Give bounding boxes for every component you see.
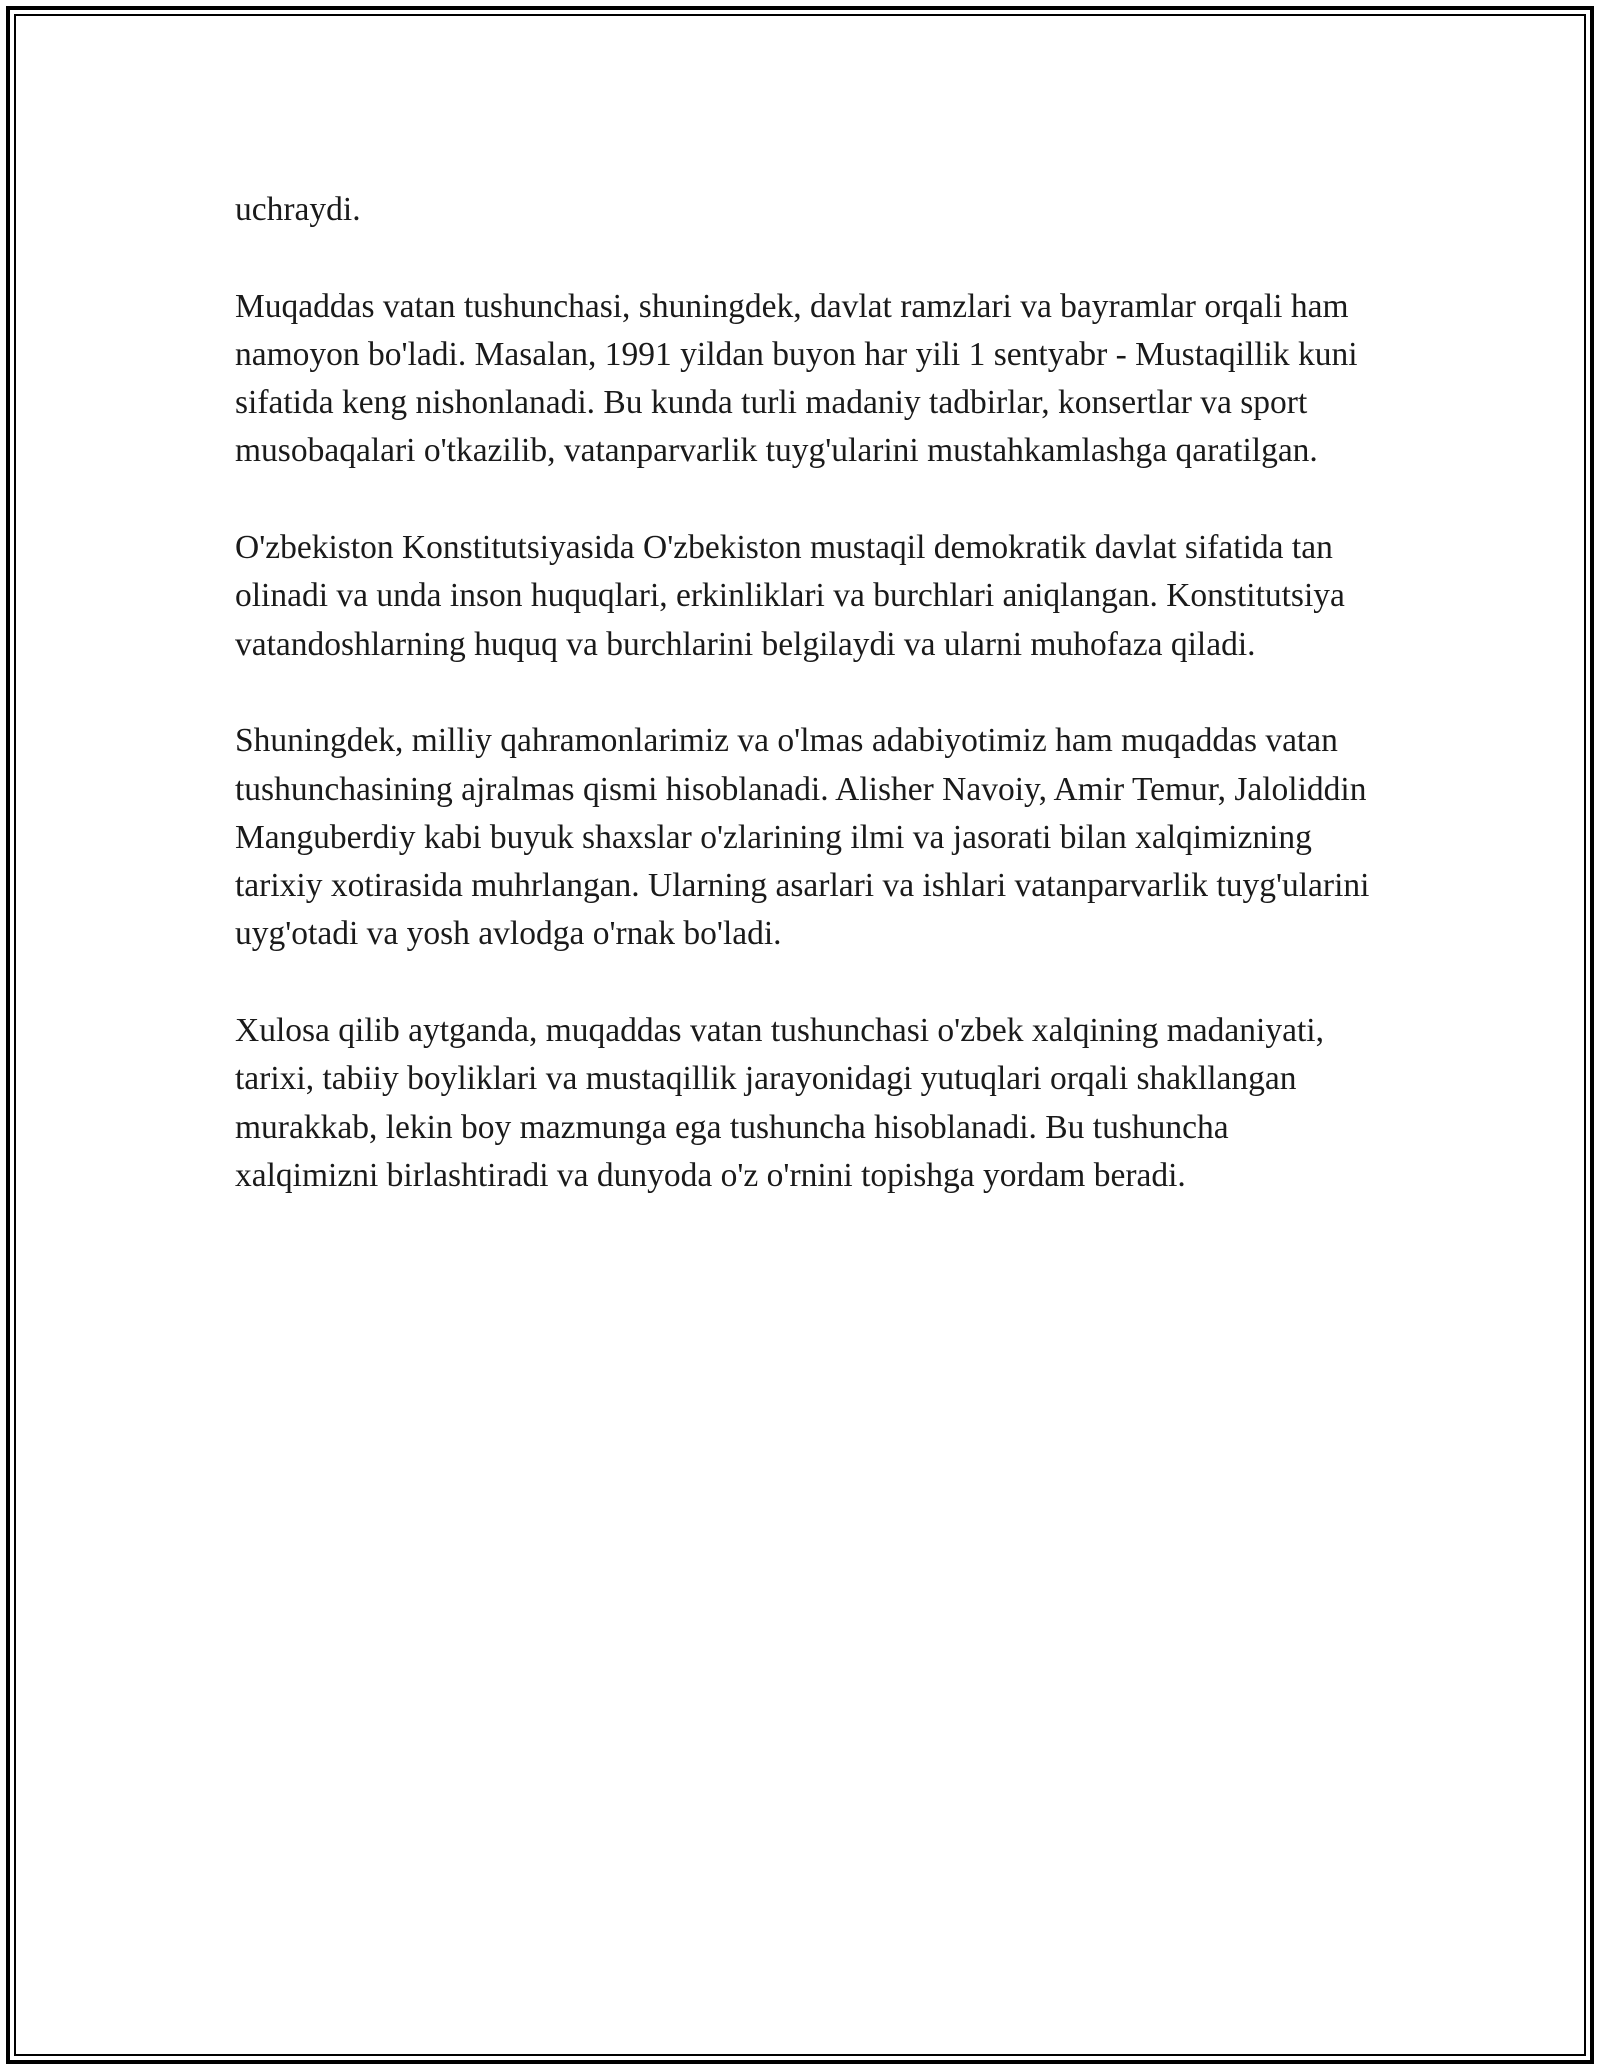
paragraph-national-heroes: Shuningdek, milliy qahramonlarimiz va o'lmas adabiyotimiz ham muqaddas vatan tushunchasining ajralmas qismi hisoblanadi. Alisher Navoiy, Amir Temur, Jaloliddin Manguberdiy kabi buyuk shaxslar o'zlarining ilmi va jasorati bilan xalqimizning tarixiy xotirasida muhrlangan. Ularning asarlari va ishlari vatanparvarlik tuyg'ularini uyg'otadi va yosh avlodga o'rnak bo'ladi. [235, 722, 1370, 953]
paragraph-continuation: uchraydi. [235, 191, 361, 228]
paragraph-state-symbols: Muqaddas vatan tushunchasi, shuningdek, davlat ramzlari va bayramlar orqali ham namoyon bo'ladi. Masalan, 1991 yildan buyon har yili 1 sentyabr - Mustaqillik kuni sifatida keng nishonlanadi. Bu kunda turli madaniy tadbirlar, konsertlar va sport musobaqalari o'tkazilib, vatanparvarlik tuyg'ularini mustahkamlashga qaratilgan. [235, 287, 1358, 470]
paragraph-constitution: O'zbekiston Konstitutsiyasida O'zbekiston mustaqil demokratik davlat sifatida tan olinadi va unda inson huquqlari, erkinliklari va burchlari aniqlangan. Konstitutsiya vatandoshlarning huquq va burchlarini belgilaydi va ularni muhofaza qiladi. [235, 529, 1345, 663]
document-body [235, 186, 1375, 1249]
paragraph-conclusion: Xulosa qilib aytganda, muqaddas vatan tushunchasi o'zbek xalqining madaniyati, tarixi, tabiiy boyliklari va mustaqillik jarayonidagi yutuqlari orqali shakllangan murakkab, lekin boy mazmunga ega tushuncha hisoblanadi. Bu tushuncha xalqimizni birlashtiradi va dunyoda o'z o'rnini topishga yordam beradi. [235, 1012, 1324, 1194]
